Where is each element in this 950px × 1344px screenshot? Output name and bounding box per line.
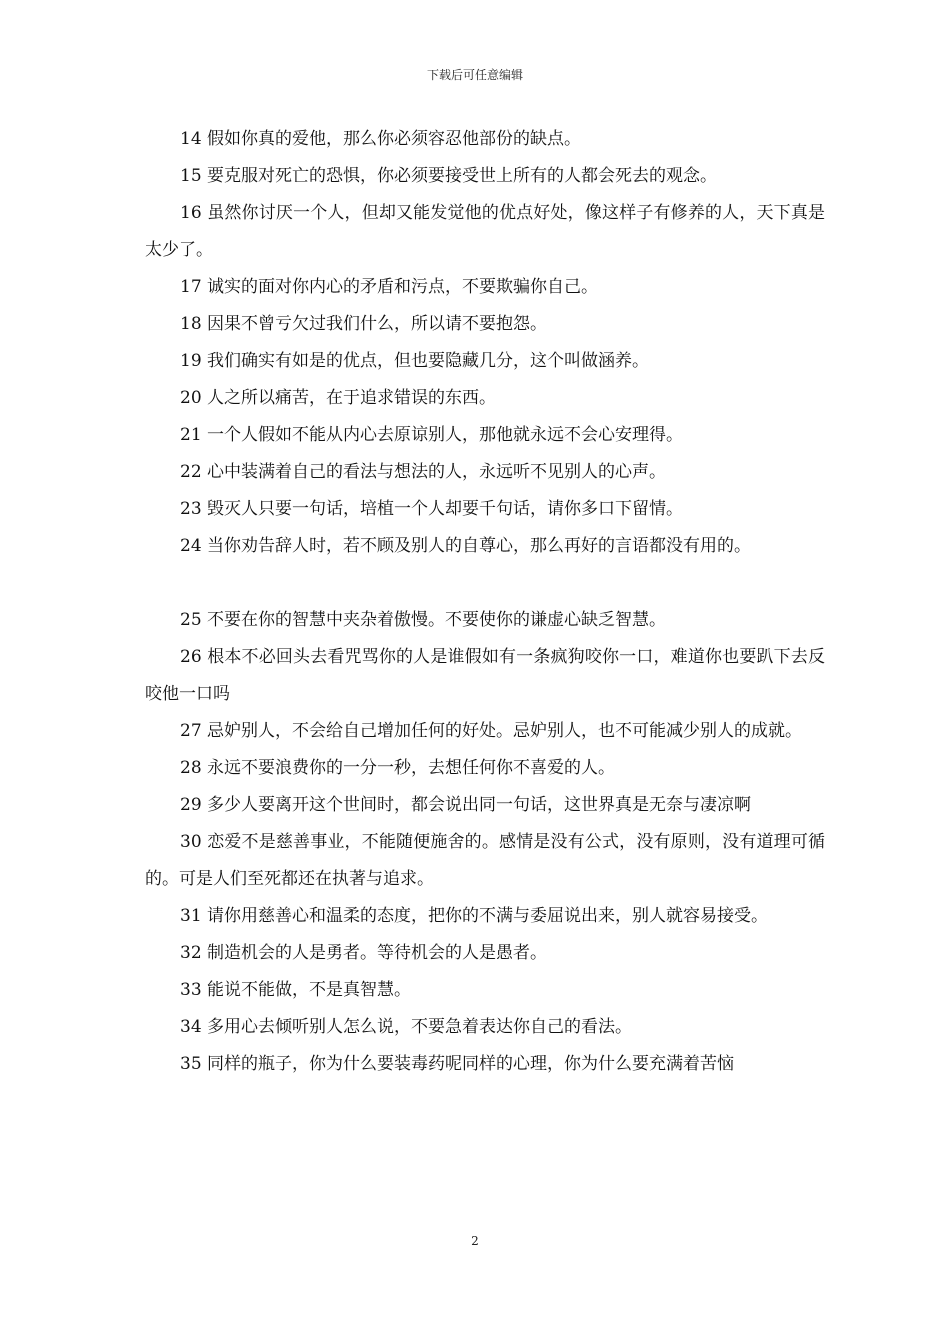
paragraph-33: 33 能说不能做，不是真智慧。 [180,980,412,1000]
paragraph-31: 31 请你用慈善心和温柔的态度，把你的不满与委屈说出来，别人就容易接受。 [180,906,769,926]
page-header: 下载后可任意编辑 [426,68,523,82]
page-number: 2 [471,1234,479,1248]
paragraph-25: 25 不要在你的智慧中夹杂着傲慢。不要使你的谦虚心缺乏智慧。 [180,610,667,630]
document-body [145,121,825,1083]
paragraph-24: 24 当你劝告辞人时，若不顾及别人的自尊心，那么再好的言语都没有用的。 [180,536,752,556]
paragraph-23: 23 毁灭人只要一句话，培植一个人却要千句话，请你多口下留情。 [180,499,684,519]
paragraph-32: 32 制造机会的人是勇者。等待机会的人是愚者。 [180,943,548,963]
paragraph-35: 35 同样的瓶子，你为什么要装毒药呢同样的心理，你为什么要充满着苦恼 [180,1054,735,1074]
paragraph-34: 34 多用心去倾听别人怎么说，不要急着表达你自己的看法。 [180,1017,633,1037]
paragraph-29: 29 多少人要离开这个世间时，都会说出同一句话，这世界真是无奈与凄凉啊 [180,795,752,815]
paragraph-16: 16 虽然你讨厌一个人，但却又能发觉他的优点好处，像这样子有修养的人，天下真是太少了。 [145,203,825,260]
paragraph-26: 26 根本不必回头去看咒骂你的人是谁假如有一条疯狗咬你一口，难道你也要趴下去反咬他一口吗 [145,647,825,704]
blank-line [145,565,825,602]
paragraph-19: 19 我们确实有如是的优点，但也要隐藏几分，这个叫做涵养。 [180,351,650,371]
paragraph-30: 30 恋爱不是慈善事业，不能随便施舍的。感情是没有公式，没有原则，没有道理可循的。可是人们至死都还在执著与追求。 [145,832,825,889]
paragraph-22: 22 心中装满着自己的看法与想法的人，永远听不见别人的心声。 [180,462,667,482]
paragraph-18: 18 因果不曾亏欠过我们什么，所以请不要抱怨。 [180,314,548,334]
paragraph-27: 27 忌妒别人，不会给自己增加任何的好处。忌妒别人，也不可能减少别人的成就。 [180,721,803,741]
paragraph-28: 28 永远不要浪费你的一分一秒，去想任何你不喜爱的人。 [180,758,616,778]
paragraph-15: 15 要克服对死亡的恐惧，你必须要接受世上所有的人都会死去的观念。 [180,166,718,186]
paragraph-20: 20 人之所以痛苦，在于追求错误的东西。 [180,388,497,408]
paragraph-17: 17 诚实的面对你内心的矛盾和污点，不要欺骗你自己。 [180,277,599,297]
paragraph-14: 14 假如你真的爱他，那么你必须容忍他部份的缺点。 [180,129,582,149]
paragraph-21: 21 一个人假如不能从内心去原谅别人，那他就永远不会心安理得。 [180,425,684,445]
